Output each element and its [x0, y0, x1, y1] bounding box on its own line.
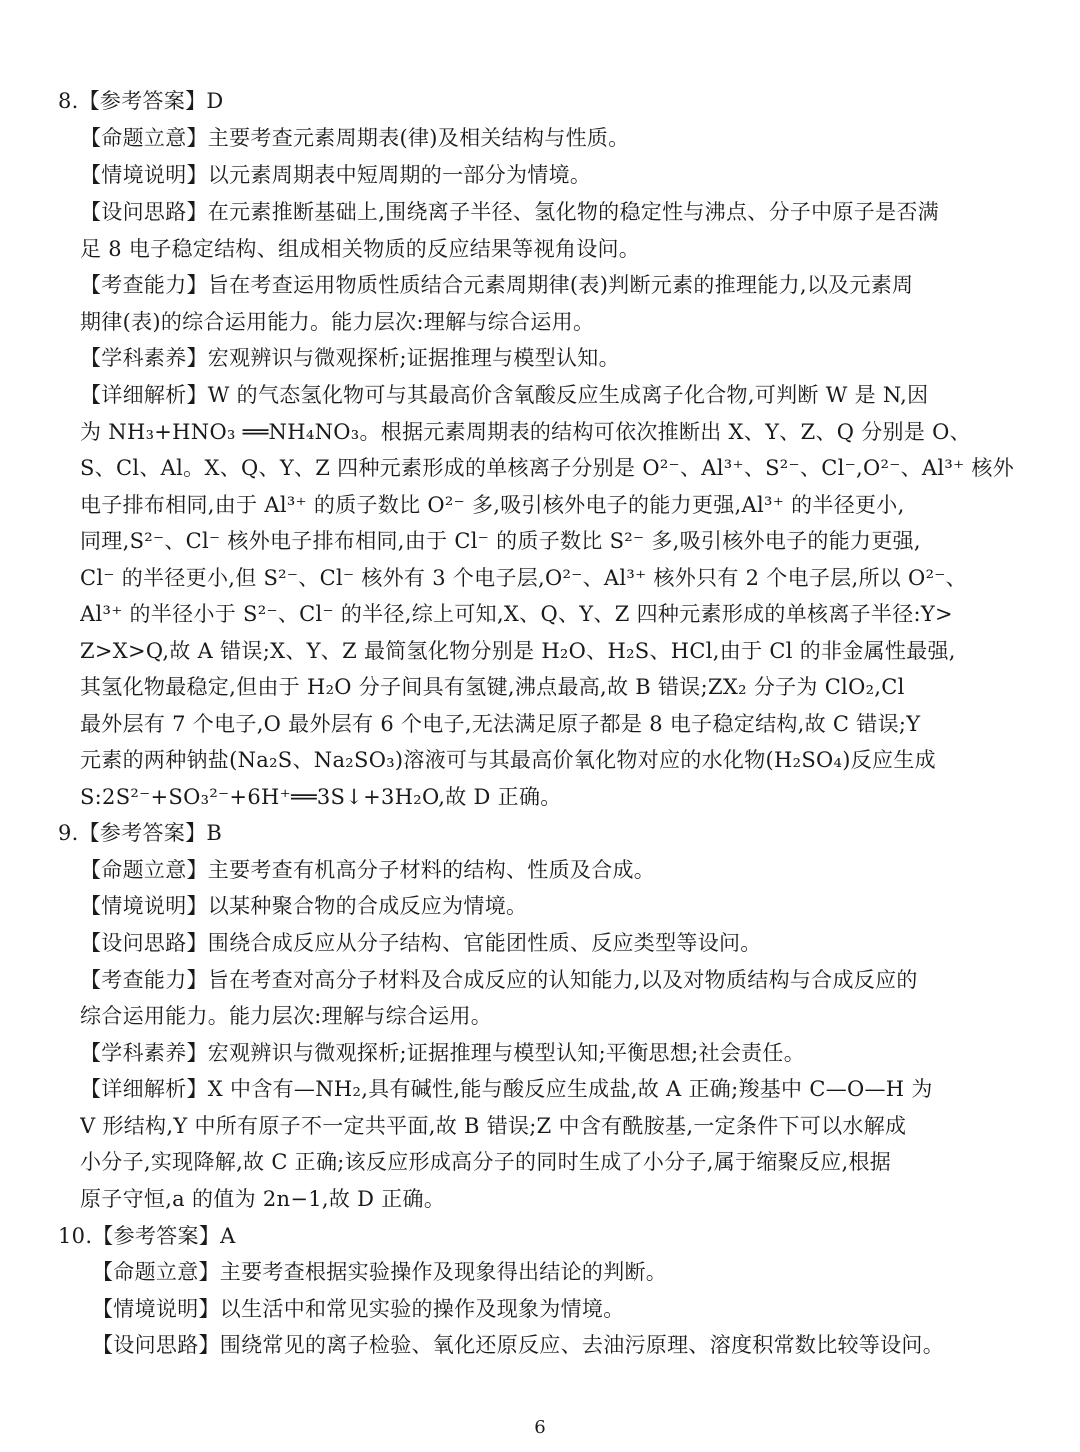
q8-line-14: Al³⁺ 的半径小于 S²⁻、Cl⁻ 的半径,综上可知,X、Q、Y、Z 四种元素形成的单核离子半径:Y>: [80, 602, 953, 626]
q10-line-1: 【命题立意】主要考查根据实验操作及现象得出结论的判断。: [92, 1260, 668, 1284]
q8-line-3: 【设问思路】在元素推断基础上,围绕离子半径、氢化物的稳定性与沸点、分子中原子是否满: [80, 200, 939, 224]
q8-line-4: 足 8 电子稳定结构、组成相关物质的反应结果等视角设问。: [80, 237, 641, 261]
page-number: 6: [534, 1417, 546, 1438]
q9-line-2: 【情境说明】以某种聚合物的合成反应为情境。: [80, 894, 528, 918]
q9-line-3: 【设问思路】围绕合成反应从分子结构、官能团性质、反应类型等设问。: [80, 931, 762, 955]
q9-answer: 9.【参考答案】B: [58, 821, 223, 845]
q9-line-7: 【详细解析】X 中含有—NH₂,具有碱性,能与酸反应生成盐,故 A 正确;羧基中 C—O—H 为: [80, 1077, 933, 1101]
q9-line-9: 小分子,实现降解,故 C 正确;该反应形成高分子的同时生成了小分子,属于缩聚反应,根据: [80, 1150, 892, 1174]
q8-line-11: 电子排布相同,由于 Al³⁺ 的质子数比 O²⁻ 多,吸引核外电子的能力更强,Al³⁺ 的半径更小,: [80, 493, 905, 517]
q9-line-5: 综合运用能力。能力层次:理解与综合运用。: [80, 1004, 493, 1028]
q8-line-7: 【学科素养】宏观辨识与微观探析;证据推理与模型认知。: [80, 346, 620, 370]
q8-line-17: 最外层有 7 个电子,O 最外层有 6 个电子,无法满足原子都是 8 电子稳定结构,故 C 错误;Y: [80, 712, 921, 736]
q9-line-8: V 形结构,Y 中所有原子不一定共平面,故 B 错误;Z 中含有酰胺基,一定条件下可以水解成: [80, 1114, 907, 1138]
q9-line-6: 【学科素养】宏观辨识与微观探析;证据推理与模型认知;平衡思想;社会责任。: [80, 1041, 806, 1065]
q9-line-10: 原子守恒,a 的值为 2n−1,故 D 正确。: [80, 1187, 446, 1211]
q8-line-12: 同理,S²⁻、Cl⁻ 核外电子排布相同,由于 Cl⁻ 的质子数比 S²⁻ 多,吸引核外电子的能力更强,: [80, 529, 921, 553]
q10-line-3: 【设问思路】围绕常见的离子检验、氧化还原反应、去油污原理、溶度积常数比较等设问。: [92, 1333, 944, 1357]
q10-line-2: 【情境说明】以生活中和常见实验的操作及现象为情境。: [92, 1297, 625, 1321]
q8-line-9: 为 NH₃+HNO₃ ══NH₄NO₃。根据元素周期表的结构可依次推断出 X、Y、Z、Q 分别是 O、: [80, 420, 971, 444]
q8-line-18: 元素的两种钠盐(Na₂S、Na₂SO₃)溶液可与其最高价氧化物对应的水化物(H₂SO₄)反应生成: [80, 748, 936, 772]
q8-line-5: 【考查能力】旨在考查运用物质性质结合元素周期律(表)判断元素的推理能力,以及元素周: [80, 273, 914, 297]
q8-line-6: 期律(表)的综合运用能力。能力层次:理解与综合运用。: [80, 310, 595, 334]
q9-line-1: 【命题立意】主要考查有机高分子材料的结构、性质及合成。: [80, 858, 656, 882]
q8-line-1: 【命题立意】主要考查元素周期表(律)及相关结构与性质。: [80, 126, 630, 150]
q9-line-4: 【考查能力】旨在考查对高分子材料及合成反应的认知能力,以及对物质结构与合成反应的: [80, 968, 918, 992]
q8-line-13: Cl⁻ 的半径更小,但 S²⁻、Cl⁻ 核外有 3 个电子层,O²⁻、Al³⁺ 核外只有 2 个电子层,所以 O²⁻、: [80, 566, 967, 590]
q8-line-16: 其氢化物最稳定,但由于 H₂O 分子间具有氢键,沸点最高,故 B 错误;ZX₂ 分子为 ClO₂,Cl: [80, 675, 905, 699]
q8-line-15: Z>X>Q,故 A 错误;X、Y、Z 最简氢化物分别是 H₂O、H₂S、HCl,由于 Cl 的非金属性最强,: [80, 639, 956, 663]
q10-answer: 10.【参考答案】A: [58, 1224, 236, 1248]
q8-line-2: 【情境说明】以元素周期表中短周期的一部分为情境。: [80, 163, 592, 187]
q8-line-19: S:2S²⁻+SO₃²⁻+6H⁺══3S↓+3H₂O,故 D 正确。: [80, 785, 562, 809]
q8-answer: 8.【参考答案】D: [58, 89, 224, 113]
q8-line-8: 【详细解析】W 的气态氢化物可与其最高价含氧酸反应生成离子化合物,可判断 W 是 N,因: [80, 383, 929, 407]
q8-line-10: S、Cl、Al。X、Q、Y、Z 四种元素形成的单核离子分别是 O²⁻、Al³⁺、S²⁻、Cl⁻,O²⁻、Al³⁺ 核外: [80, 456, 1015, 480]
